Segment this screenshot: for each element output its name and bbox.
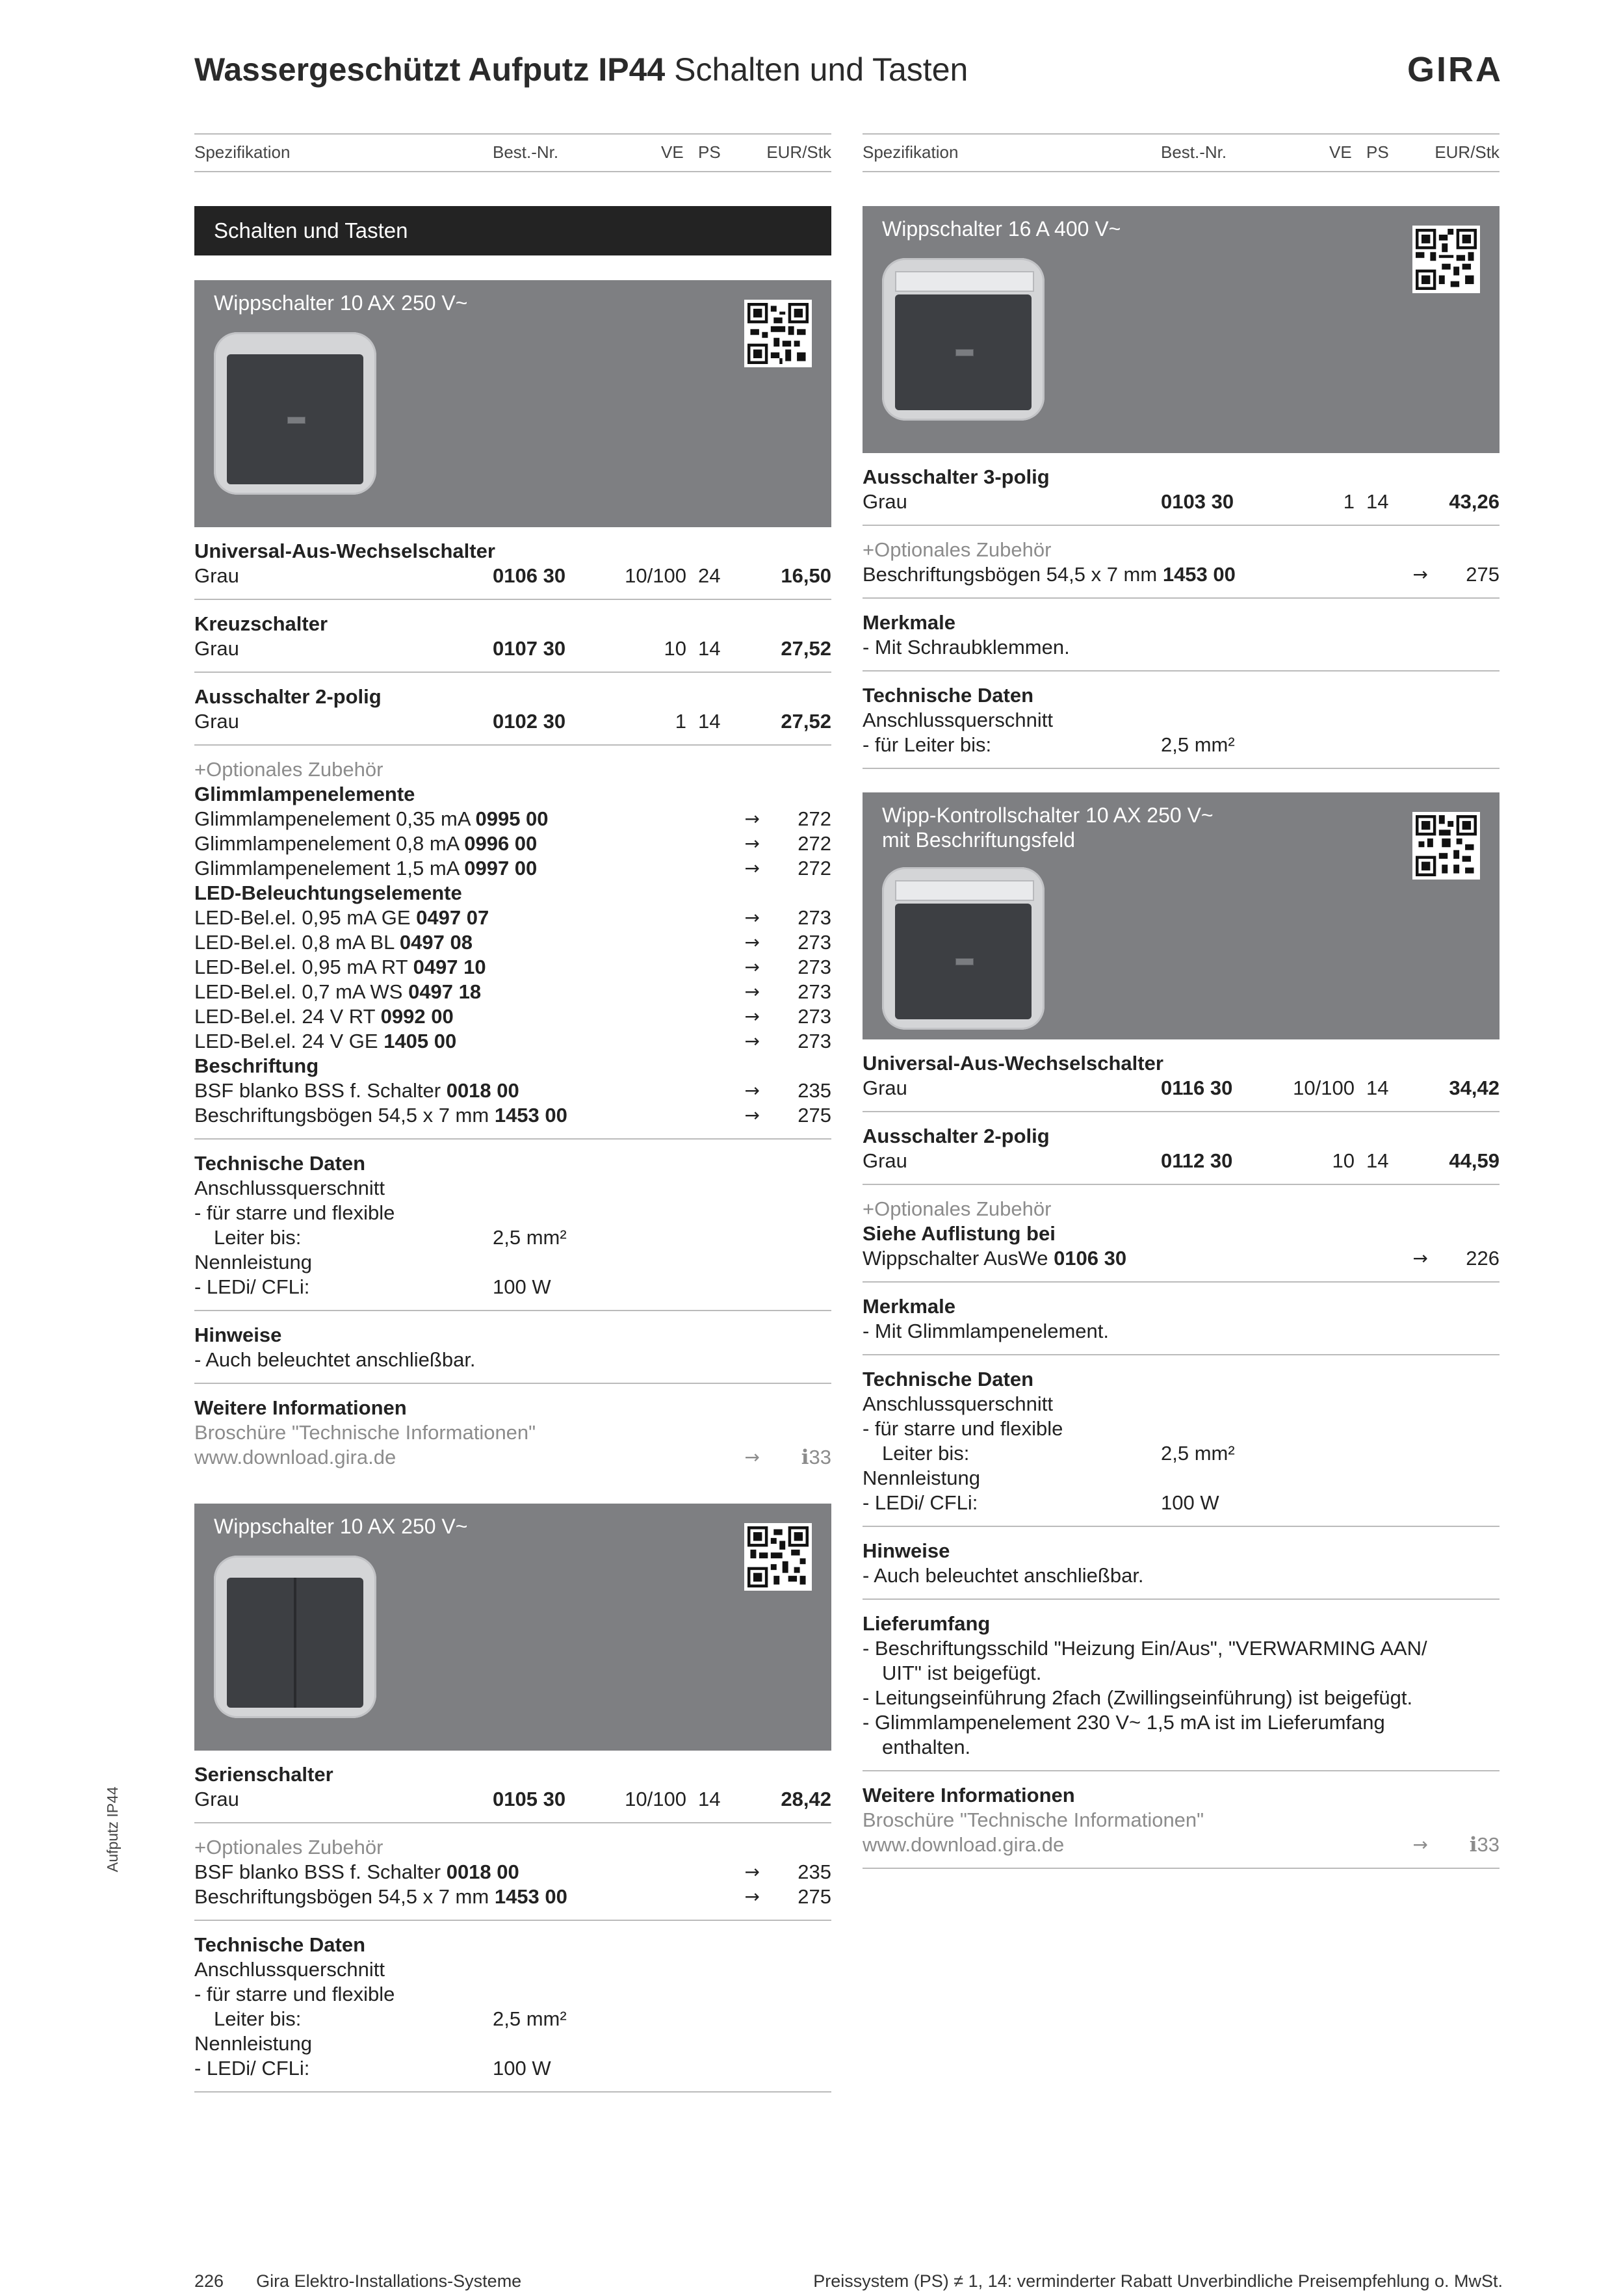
accessory-group-title: Siehe Auflistung bei: [863, 1222, 1056, 1245]
product-ps: 24: [698, 564, 721, 587]
tech-line: - LEDi/ CFLi:: [863, 1491, 978, 1514]
tech-line: Leiter bis:: [214, 2007, 302, 2030]
accessory-group-title: Glimmlampenelemente: [194, 783, 415, 805]
col-best: Best.-Nr.: [493, 142, 559, 162]
accessory-row[interactable]: Glimmlampenelement 1,5 mA 0997 00 → 272: [194, 857, 831, 880]
arrow-icon: →: [744, 932, 760, 953]
features: [863, 599, 1500, 672]
accessory-row[interactable]: LED-Bel.el. 24 V RT 0992 00 → 273: [194, 1005, 831, 1028]
switch-image: [882, 867, 1045, 1030]
product-panel-kontrollschalter: [863, 792, 1500, 1039]
more-info: [863, 1771, 1500, 1869]
product-ve: 10: [664, 637, 686, 660]
accessory-row[interactable]: Beschriftungsbögen 54,5 x 7 mm 1453 00 → 275: [194, 1885, 831, 1908]
product-price: 43,26: [1449, 490, 1500, 513]
arrow-icon: →: [744, 1861, 760, 1883]
hint-title: Hinweise: [863, 1539, 950, 1562]
page-ref: 272: [798, 857, 831, 880]
plus-icon: +: [863, 1197, 875, 1220]
page-ref: 273: [798, 931, 831, 954]
features: [863, 1283, 1500, 1355]
tech-line: Nennleistung: [194, 1251, 312, 1273]
qr-code-icon: [1412, 812, 1480, 880]
product-name: Kreuzschalter: [194, 612, 328, 635]
info-title: Weitere Informationen: [194, 1396, 407, 1419]
product-price: 27,52: [781, 710, 831, 733]
product-ve: 10: [1332, 1149, 1355, 1172]
hint-text: - Auch beleuchtet anschließbar.: [194, 1348, 476, 1371]
arrow-icon: →: [744, 833, 760, 854]
info-line: Broschüre "Technische Informationen": [194, 1421, 536, 1444]
page-ref: 273: [798, 980, 831, 1003]
tech-line: - für Leiter bis:: [863, 733, 992, 756]
product-name: Ausschalter 2-polig: [194, 685, 382, 708]
product-number: 0106 30: [493, 564, 566, 587]
tech-line: Leiter bis:: [882, 1442, 970, 1465]
product-row: [863, 1112, 1500, 1185]
product-ve: 1: [675, 710, 686, 733]
product-color: Grau: [194, 564, 239, 587]
arrow-icon: →: [744, 857, 760, 879]
arrow-icon: →: [744, 808, 760, 829]
accessories-title: Optionales Zubehör: [874, 1197, 1052, 1220]
accessory-row[interactable]: Beschriftungsbögen 54,5 x 7 mm 1453 00 → 275: [194, 1104, 831, 1127]
switch-image: [214, 1556, 376, 1718]
footer-note: Preissystem (PS) ≠ 1, 14: verminderter Rabatt Unverbindliche Preisempfehlung o. MwSt.: [813, 2271, 1503, 2291]
product-price: 28,42: [781, 1788, 831, 1810]
arrow-icon: →: [744, 981, 760, 1002]
page-number: 226: [194, 2271, 224, 2291]
hint-text: - Auch beleuchtet anschließbar.: [863, 1564, 1144, 1587]
panel-title: Wippschalter 10 AX 250 V~: [214, 1515, 468, 1538]
tech-line: Anschlussquerschnitt: [194, 1177, 385, 1199]
product-number: 0107 30: [493, 637, 566, 660]
info-icon: ℹ: [1469, 1833, 1477, 1856]
page-ref: 235: [798, 1860, 831, 1883]
scope-title: Lieferumfang: [863, 1612, 991, 1635]
product-panel-wippschalter: [194, 280, 831, 527]
panel-title: Wippschalter 10 AX 250 V~: [214, 291, 468, 315]
page-ref: 273: [798, 1030, 831, 1052]
col-best: Best.-Nr.: [1161, 142, 1227, 162]
product-ps: 14: [1366, 1149, 1389, 1172]
right-column: [863, 133, 1500, 1869]
col-ve: VE: [661, 142, 684, 162]
product-ve: 10/100: [625, 564, 686, 587]
product-color: Grau: [863, 1149, 907, 1172]
product-ps: 14: [698, 1788, 721, 1810]
technical-data: [863, 672, 1500, 769]
accessory-row[interactable]: LED-Bel.el. 0,7 mA WS 0497 18 → 273: [194, 980, 831, 1003]
arrow-icon: →: [1412, 1247, 1428, 1269]
delivery-scope: [863, 1600, 1500, 1771]
accessories-block: [194, 1823, 831, 1921]
table-header: [194, 133, 831, 172]
scope-line: enthalten.: [882, 1736, 971, 1758]
tech-line: Anschlussquerschnitt: [863, 1392, 1053, 1415]
download-url[interactable]: www.download.gira.de: [194, 1446, 396, 1468]
more-info: [194, 1384, 831, 1480]
page-ref: 273: [798, 1005, 831, 1028]
switch-image: [214, 332, 376, 495]
product-row: [194, 673, 831, 746]
page-ref: 273: [798, 956, 831, 978]
product-price: 27,52: [781, 637, 831, 660]
col-spec: Spezifikation: [194, 142, 291, 162]
feature-text: - Mit Schraubklemmen.: [863, 636, 1070, 659]
page-ref: 33: [809, 1446, 831, 1468]
tech-line: - für starre und flexible: [194, 1201, 395, 1224]
panel-title-line2: mit Beschriftungsfeld: [882, 828, 1076, 852]
product-ps: 14: [1366, 490, 1389, 513]
technical-data: [194, 1140, 831, 1311]
col-spec: Spezifikation: [863, 142, 959, 162]
page-ref: 273: [798, 906, 831, 929]
col-ps: PS: [1366, 142, 1389, 162]
tech-line: - für starre und flexible: [863, 1417, 1063, 1440]
feature-title: Merkmale: [863, 611, 956, 634]
product-name: Serienschalter: [194, 1763, 333, 1786]
arrow-icon: →: [744, 1080, 760, 1101]
qr-code-icon: [744, 1523, 812, 1591]
panel-title-line1: Wipp-Kontrollschalter 10 AX 250 V~: [882, 803, 1214, 827]
scope-line: - Glimmlampenelement 230 V~ 1,5 mA ist im Lieferumfang: [863, 1711, 1385, 1734]
page-title-rest: Schalten und Tasten: [674, 51, 968, 88]
product-panel-wippschalter-16a: [863, 206, 1500, 453]
product-ps: 14: [698, 710, 721, 733]
feature-text: - Mit Glimmlampenelement.: [863, 1320, 1109, 1342]
tech-line: Leiter bis:: [214, 1226, 302, 1249]
product-ve: 10/100: [625, 1788, 686, 1810]
accessories-title: Optionales Zubehör: [874, 538, 1052, 561]
info-icon: ℹ: [801, 1446, 809, 1468]
product-ve: 1: [1343, 490, 1355, 513]
page-title: [194, 51, 968, 88]
accessory-row[interactable]: LED-Bel.el. 24 V GE 1405 00 → 273: [194, 1030, 831, 1052]
product-color: Grau: [194, 1788, 239, 1810]
switch-image: [882, 258, 1045, 421]
product-name: Ausschalter 2-polig: [863, 1125, 1050, 1147]
product-color: Grau: [194, 710, 239, 733]
tech-line: Nennleistung: [863, 1467, 980, 1489]
accessory-row[interactable]: Wippschalter AusWe 0106 30 → 226: [863, 1247, 1500, 1270]
tech-line: Nennleistung: [194, 2032, 312, 2055]
scope-line: UIT" ist beigefügt.: [882, 1662, 1042, 1684]
product-ve: 10/100: [1293, 1076, 1355, 1099]
tech-value: 100 W: [493, 1275, 551, 1298]
tech-value: 2,5 mm²: [1161, 1442, 1235, 1465]
accessory-row[interactable]: LED-Bel.el. 0,95 mA RT 0497 10 → 273: [194, 956, 831, 978]
technical-data: [863, 1355, 1500, 1527]
product-row: [194, 527, 831, 600]
accessories-block: [863, 526, 1500, 599]
accessories-block: [863, 1185, 1500, 1283]
brand-logo: GIRA: [1407, 50, 1503, 89]
panel-title: [882, 803, 1214, 852]
accessory-row[interactable]: Glimmlampenelement 0,8 mA 0996 00 → 272: [194, 832, 831, 855]
col-price: EUR/Stk: [766, 142, 831, 162]
product-ps: 14: [698, 637, 721, 660]
arrow-icon: →: [744, 1006, 760, 1027]
product-name: Universal-Aus-Wechselschalter: [863, 1052, 1163, 1075]
accessory-group-title: LED-Beleuchtungselemente: [194, 881, 462, 904]
arrow-icon: →: [744, 1104, 760, 1126]
page-title-bold: Wassergeschützt Aufputz IP44: [194, 51, 666, 88]
scope-line: - Leitungseinführung 2fach (Zwillingseinführung) ist beigefügt.: [863, 1686, 1413, 1709]
tech-line: - LEDi/ CFLi:: [194, 2057, 310, 2080]
col-price: EUR/Stk: [1435, 142, 1500, 162]
arrow-icon: →: [1412, 564, 1428, 585]
col-ps: PS: [698, 142, 721, 162]
arrow-icon: →: [744, 1446, 760, 1468]
accessory-row[interactable]: BSF blanko BSS f. Schalter 0018 00 → 235: [194, 1079, 831, 1102]
footer-company: Gira Elektro-Installations-Systeme: [256, 2271, 522, 2291]
hint-title: Hinweise: [194, 1324, 282, 1346]
tech-title: Technische Daten: [863, 684, 1034, 707]
arrow-icon: →: [1412, 1834, 1428, 1855]
tech-value: 100 W: [1161, 1491, 1219, 1514]
info-title: Weitere Informationen: [863, 1784, 1075, 1807]
product-ps: 14: [1366, 1076, 1389, 1099]
technical-data: [194, 1921, 831, 2093]
page-ref: 272: [798, 807, 831, 830]
tech-value: 100 W: [493, 2057, 551, 2080]
product-name: Ausschalter 3-polig: [863, 465, 1050, 488]
page-ref: 272: [798, 832, 831, 855]
tech-title: Technische Daten: [194, 1152, 366, 1175]
page-ref: 275: [798, 1104, 831, 1127]
product-price: 44,59: [1449, 1149, 1500, 1172]
side-label: Aufputz IP44: [104, 1786, 121, 1872]
accessories-block: [194, 746, 831, 1140]
plus-icon: +: [863, 538, 875, 561]
feature-title: Merkmale: [863, 1295, 956, 1318]
product-color: Grau: [863, 1076, 907, 1099]
info-line: Broschüre "Technische Informationen": [863, 1808, 1204, 1831]
arrow-icon: →: [744, 907, 760, 928]
tech-line: - für starre und flexible: [194, 1983, 395, 2005]
product-number: 0105 30: [493, 1788, 566, 1810]
accessory-row[interactable]: LED-Bel.el. 0,8 mA BL 0497 08 → 273: [194, 931, 831, 954]
tech-value: 2,5 mm²: [1161, 733, 1235, 756]
download-link[interactable]: [194, 1445, 831, 1470]
accessories-title: Optionales Zubehör: [206, 758, 383, 781]
product-number: 0102 30: [493, 710, 566, 733]
col-ve: VE: [1329, 142, 1352, 162]
product-name: Universal-Aus-Wechselschalter: [194, 540, 495, 562]
tech-title: Technische Daten: [194, 1933, 366, 1956]
product-price: 16,50: [781, 564, 831, 587]
left-column: [194, 133, 831, 2093]
product-number: 0112 30: [1161, 1149, 1233, 1172]
product-row: [863, 1039, 1500, 1112]
download-link[interactable]: [863, 1833, 1500, 1857]
product-row: [194, 600, 831, 673]
scope-line: - Beschriftungsschild "Heizung Ein/Aus", "VERWARMING AAN/: [863, 1637, 1427, 1660]
tech-value: 2,5 mm²: [493, 2007, 567, 2030]
section-title: Schalten und Tasten: [194, 206, 831, 255]
accessory-row[interactable]: Beschriftungsbögen 54,5 x 7 mm 1453 00 → 275: [863, 563, 1500, 586]
product-panel-serienschalter: [194, 1504, 831, 1751]
product-row: [863, 453, 1500, 526]
product-list: [194, 527, 831, 1480]
plus-icon: +: [194, 758, 207, 781]
accessories-title: Optionales Zubehör: [206, 1836, 383, 1859]
tech-line: - LEDi/ CFLi:: [194, 1275, 310, 1298]
page-ref: 275: [1466, 563, 1500, 586]
page-ref: 226: [1466, 1247, 1500, 1270]
page-ref: 235: [798, 1079, 831, 1102]
accessory-row[interactable]: BSF blanko BSS f. Schalter 0018 00 → 235: [194, 1860, 831, 1883]
accessory-row[interactable]: LED-Bel.el. 0,95 mA GE 0497 07 → 273: [194, 906, 831, 929]
product-row: [194, 1751, 831, 1823]
tech-line: Anschlussquerschnitt: [863, 709, 1053, 731]
hints: [194, 1311, 831, 1384]
tech-title: Technische Daten: [863, 1368, 1034, 1390]
table-header: [863, 133, 1500, 172]
footer-left: [194, 2271, 554, 2291]
qr-code-icon: [1412, 226, 1480, 293]
tech-line: Anschlussquerschnitt: [194, 1958, 385, 1981]
page-ref: 33: [1477, 1833, 1500, 1856]
product-number: 0103 30: [1161, 490, 1234, 513]
panel-title: Wippschalter 16 A 400 V~: [882, 217, 1121, 241]
product-price: 34,42: [1449, 1076, 1500, 1099]
product-number: 0116 30: [1161, 1076, 1233, 1099]
download-url[interactable]: www.download.gira.de: [863, 1833, 1065, 1856]
page-ref: 275: [798, 1885, 831, 1908]
hints: [863, 1527, 1500, 1600]
plus-icon: +: [194, 1836, 207, 1859]
arrow-icon: →: [744, 956, 760, 978]
tech-value: 2,5 mm²: [493, 1226, 567, 1249]
accessory-row[interactable]: Glimmlampenelement 0,35 mA 0995 00 → 272: [194, 807, 831, 830]
qr-code-icon: [744, 300, 812, 367]
product-color: Grau: [863, 490, 907, 513]
arrow-icon: →: [744, 1886, 760, 1907]
accessory-group-title: Beschriftung: [194, 1054, 319, 1077]
arrow-icon: →: [744, 1030, 760, 1052]
product-color: Grau: [194, 637, 239, 660]
